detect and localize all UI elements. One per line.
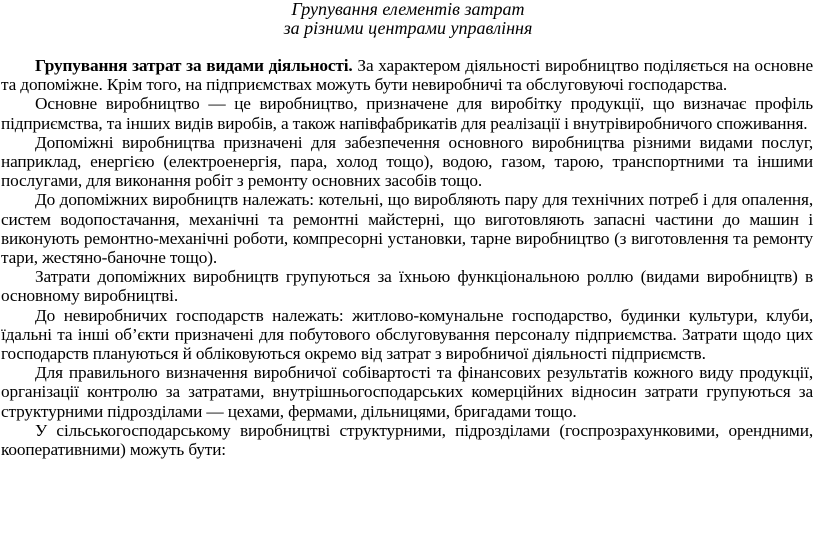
- paragraph-6-text: До невиробничих господарств належать: житлово-комунальне господарство, будинки культури, клуби, їдальні та інші об’єкти призначені для побутового обслуговування персоналу підприємства. Затрати щодо цих господарств плануються й обліковуються окремо від затрат з виробничої діяльності підприємств.: [1, 305, 813, 364]
- document-title: [0, 0, 816, 38]
- title-line-2: за різними центрами управління: [283, 18, 533, 38]
- paragraph-8-text: У сільськогосподарському виробництві структурними, підрозділами (госпрозрахунковими, орендними, кооперативними) можуть бути:: [1, 420, 813, 460]
- paragraph-8: [1, 421, 813, 459]
- document-body: [1, 56, 813, 459]
- paragraph-1-heading: Групування затрат за видами діяльності.: [35, 56, 353, 75]
- paragraph-3: [1, 133, 813, 191]
- paragraph-2-text: Основне виробництво — це виробництво, призначене для виробітку продукції, що визначає профіль підприємства, та інших видів виробів, а також напівфабрикатів для реалізації і внутрівиробничого споживання.: [1, 94, 813, 133]
- paragraph-7: [1, 363, 813, 421]
- paragraph-1: [1, 56, 813, 94]
- paragraph-5: [1, 267, 813, 305]
- paragraph-1-text: За характером діяльності виробництво поділяється на основне та допоміжне. Крім того, на підприємствах можуть бути невиробничі та обслуговуючі господарства.: [1, 56, 814, 95]
- paragraph-4: [1, 190, 813, 267]
- paragraph-2: [1, 94, 813, 132]
- paragraph-4-text: До допоміжних виробництв належать: котельні, що виробляють пару для технічних потреб і для опалення, систем водопостачання, механічні та ремонтні майстерні, що виготовляють запасні частини до машин і виконують ремонтно-механічні роботи, компресорні установки, тарне виробництво (з виготовлення та ремонту тари, жестяно-баночне тощо).: [1, 190, 813, 268]
- paragraph-3-text: Допоміжні виробництва призначені для забезпечення основного виробництва різними видами послуг, наприклад, енергією (електроенергія, пара, холод тощо), водою, газом, тарою, транспортними та іншими послугами, для виконання робіт з ремонту основних засобів тощо.: [1, 132, 813, 191]
- paragraph-6: [1, 306, 813, 364]
- title-line-1: Групування елементів затрат: [291, 0, 525, 19]
- paragraph-5-text: Затрати допоміжних виробництв групуються за їхньою функціональною роллю (видами виробництв) в основному виробництві.: [1, 267, 813, 306]
- paragraph-7-text: Для правильного визначення виробничої собівартості та фінансових результатів кожного виду продукції, організації контролю за затратами, внутрішньогосподарських комерційних відносин затрати групуються за структурними підрозділами — цехами, фермами, дільницями, бригадами тощо.: [1, 363, 813, 421]
